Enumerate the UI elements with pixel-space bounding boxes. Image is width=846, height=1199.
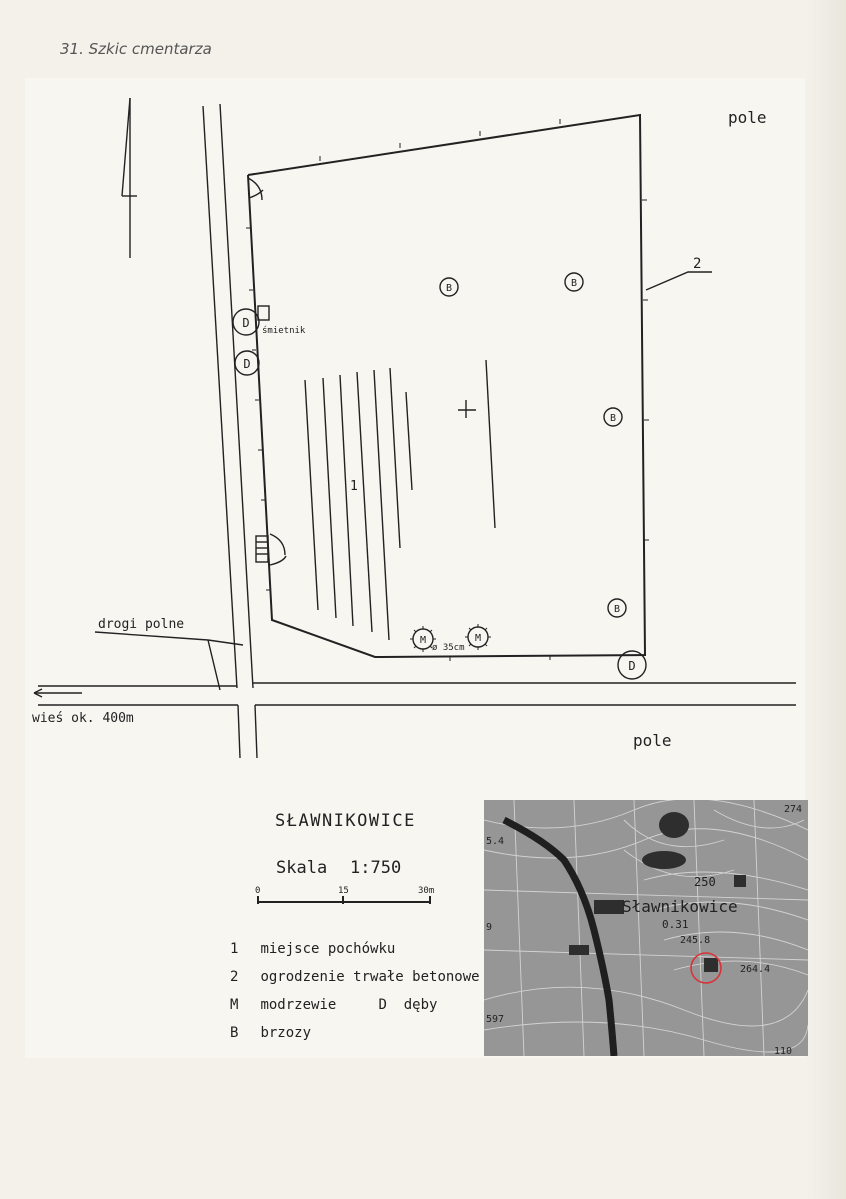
tree-label-b: B bbox=[609, 413, 617, 424]
inset-label-54: 5.4 bbox=[486, 836, 505, 847]
road-horizontal bbox=[38, 683, 796, 705]
legend-item-trees: M modrzewie D dęby bbox=[230, 997, 438, 1013]
cross-icon bbox=[458, 400, 476, 418]
trash-bin-label: śmietnik bbox=[262, 326, 306, 336]
inset-label-597: 597 bbox=[486, 1014, 505, 1025]
trunk-diameter-label: ø 35cm bbox=[432, 643, 465, 653]
fence-posts bbox=[246, 119, 649, 661]
scale-tick-15: 15 bbox=[338, 886, 349, 896]
graves-number-label: 1 bbox=[350, 479, 358, 494]
tree-label-d: D bbox=[242, 316, 250, 330]
trash-bin-icon bbox=[258, 306, 269, 320]
field-paths-label: drogi polne bbox=[98, 617, 185, 632]
scale-tick-0: 0 bbox=[255, 886, 261, 896]
entrance-gate-icon bbox=[256, 534, 286, 565]
inset-elevation-264: 264.4 bbox=[740, 964, 771, 975]
inset-elevation-274: 274 bbox=[784, 804, 803, 815]
scale-label: Skala bbox=[276, 858, 328, 878]
scale-ratio: 1:750 bbox=[350, 858, 402, 878]
place-title: SŁAWNIKOWICE bbox=[275, 811, 416, 831]
legend-item-fence: 2 ogrodzenie trwałe betonowe bbox=[230, 969, 480, 985]
fence-label-leader bbox=[646, 272, 712, 290]
inset-label-110: 110 bbox=[774, 1046, 793, 1056]
inset-topographic-map bbox=[484, 800, 808, 1056]
field-path bbox=[95, 632, 243, 690]
field-label-top: pole bbox=[728, 108, 767, 127]
top-gate-icon bbox=[248, 178, 263, 200]
tree-label-b: B bbox=[613, 604, 621, 615]
cemetery-fence bbox=[248, 115, 645, 657]
village-distance-label: wieś ok. 400m bbox=[32, 711, 134, 726]
north-arrow-icon bbox=[122, 98, 137, 258]
tree-label-m: M bbox=[419, 635, 427, 646]
scale-tick-30: 30m bbox=[418, 886, 435, 896]
inset-elevation-250: 250 bbox=[694, 875, 716, 889]
inset-place-name: Sławnikowice bbox=[622, 897, 738, 916]
legend-item-birch: B brzozy bbox=[230, 1025, 312, 1041]
page-heading: 31. Szkic cmentarza bbox=[60, 40, 212, 58]
paper-edge bbox=[806, 0, 846, 1199]
village-direction-arrow bbox=[34, 689, 82, 697]
scale-bar bbox=[258, 896, 430, 904]
inset-elevation-245: 245.8 bbox=[680, 935, 711, 946]
tree-label-d: D bbox=[628, 659, 636, 673]
tree-label-b: B bbox=[445, 283, 453, 294]
field-label-bottom: pole bbox=[633, 731, 672, 750]
tree-label-m: M bbox=[474, 633, 482, 644]
fence-number-label: 2 bbox=[693, 256, 702, 272]
tree-label-b: B bbox=[570, 278, 578, 289]
legend-item-graves: 1 miejsce pochówku bbox=[230, 941, 396, 957]
inset-label-9: 9 bbox=[486, 922, 493, 933]
tree-label-d: D bbox=[243, 357, 251, 371]
legend bbox=[230, 935, 480, 1047]
inset-label-031: 0.31 bbox=[662, 918, 689, 931]
